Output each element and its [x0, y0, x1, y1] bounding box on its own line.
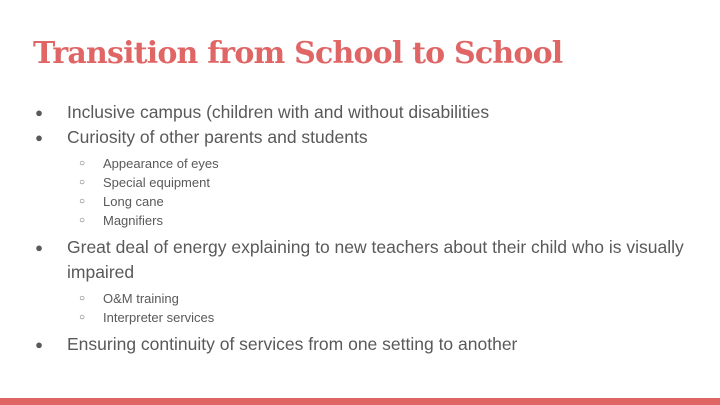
sub-bullet-text: O&M training: [103, 291, 179, 306]
hollow-bullet-icon: ○: [79, 215, 86, 226]
bullet-item: [33, 235, 703, 327]
bullet-text: Inclusive campus (children with and without disabilities: [67, 102, 490, 122]
bottom-accent-bar: [0, 398, 720, 405]
bullet-text: Ensuring continuity of services from one setting to another: [67, 334, 518, 354]
bullet-text: Curiosity of other parents and students: [67, 127, 368, 147]
sub-bullet-item: [67, 173, 703, 192]
hollow-bullet-icon: ○: [79, 312, 86, 323]
sub-bullet-item: [67, 289, 703, 308]
sub-bullet-item: [67, 211, 703, 230]
bullet-icon: ●: [35, 240, 43, 255]
sub-bullet-item: [67, 308, 703, 327]
bullet-icon: ●: [35, 105, 43, 120]
sub-bullet-text: Interpreter services: [103, 310, 215, 325]
bullet-item: [33, 100, 703, 125]
sub-bullet-text: Special equipment: [103, 175, 210, 190]
slide-title: Transition from School to School: [33, 36, 563, 71]
bullet-item: [33, 125, 703, 230]
sub-bullet-list: [67, 289, 703, 327]
sub-bullet-list: [67, 154, 703, 230]
hollow-bullet-icon: ○: [79, 177, 86, 188]
bullet-item: [33, 332, 703, 357]
bullet-icon: ●: [35, 337, 43, 352]
bullet-icon: ●: [35, 130, 43, 145]
hollow-bullet-icon: ○: [79, 158, 86, 169]
slide-body: [33, 100, 703, 357]
sub-bullet-text: Long cane: [103, 194, 164, 209]
bullet-text: Great deal of energy explaining to new teachers about their child who is visually impaired: [67, 237, 684, 282]
sub-bullet-item: [67, 154, 703, 173]
sub-bullet-item: [67, 192, 703, 211]
hollow-bullet-icon: ○: [79, 196, 86, 207]
sub-bullet-text: Magnifiers: [103, 213, 163, 228]
bullet-list: [33, 100, 703, 357]
hollow-bullet-icon: ○: [79, 293, 86, 304]
sub-bullet-text: Appearance of eyes: [103, 156, 219, 171]
